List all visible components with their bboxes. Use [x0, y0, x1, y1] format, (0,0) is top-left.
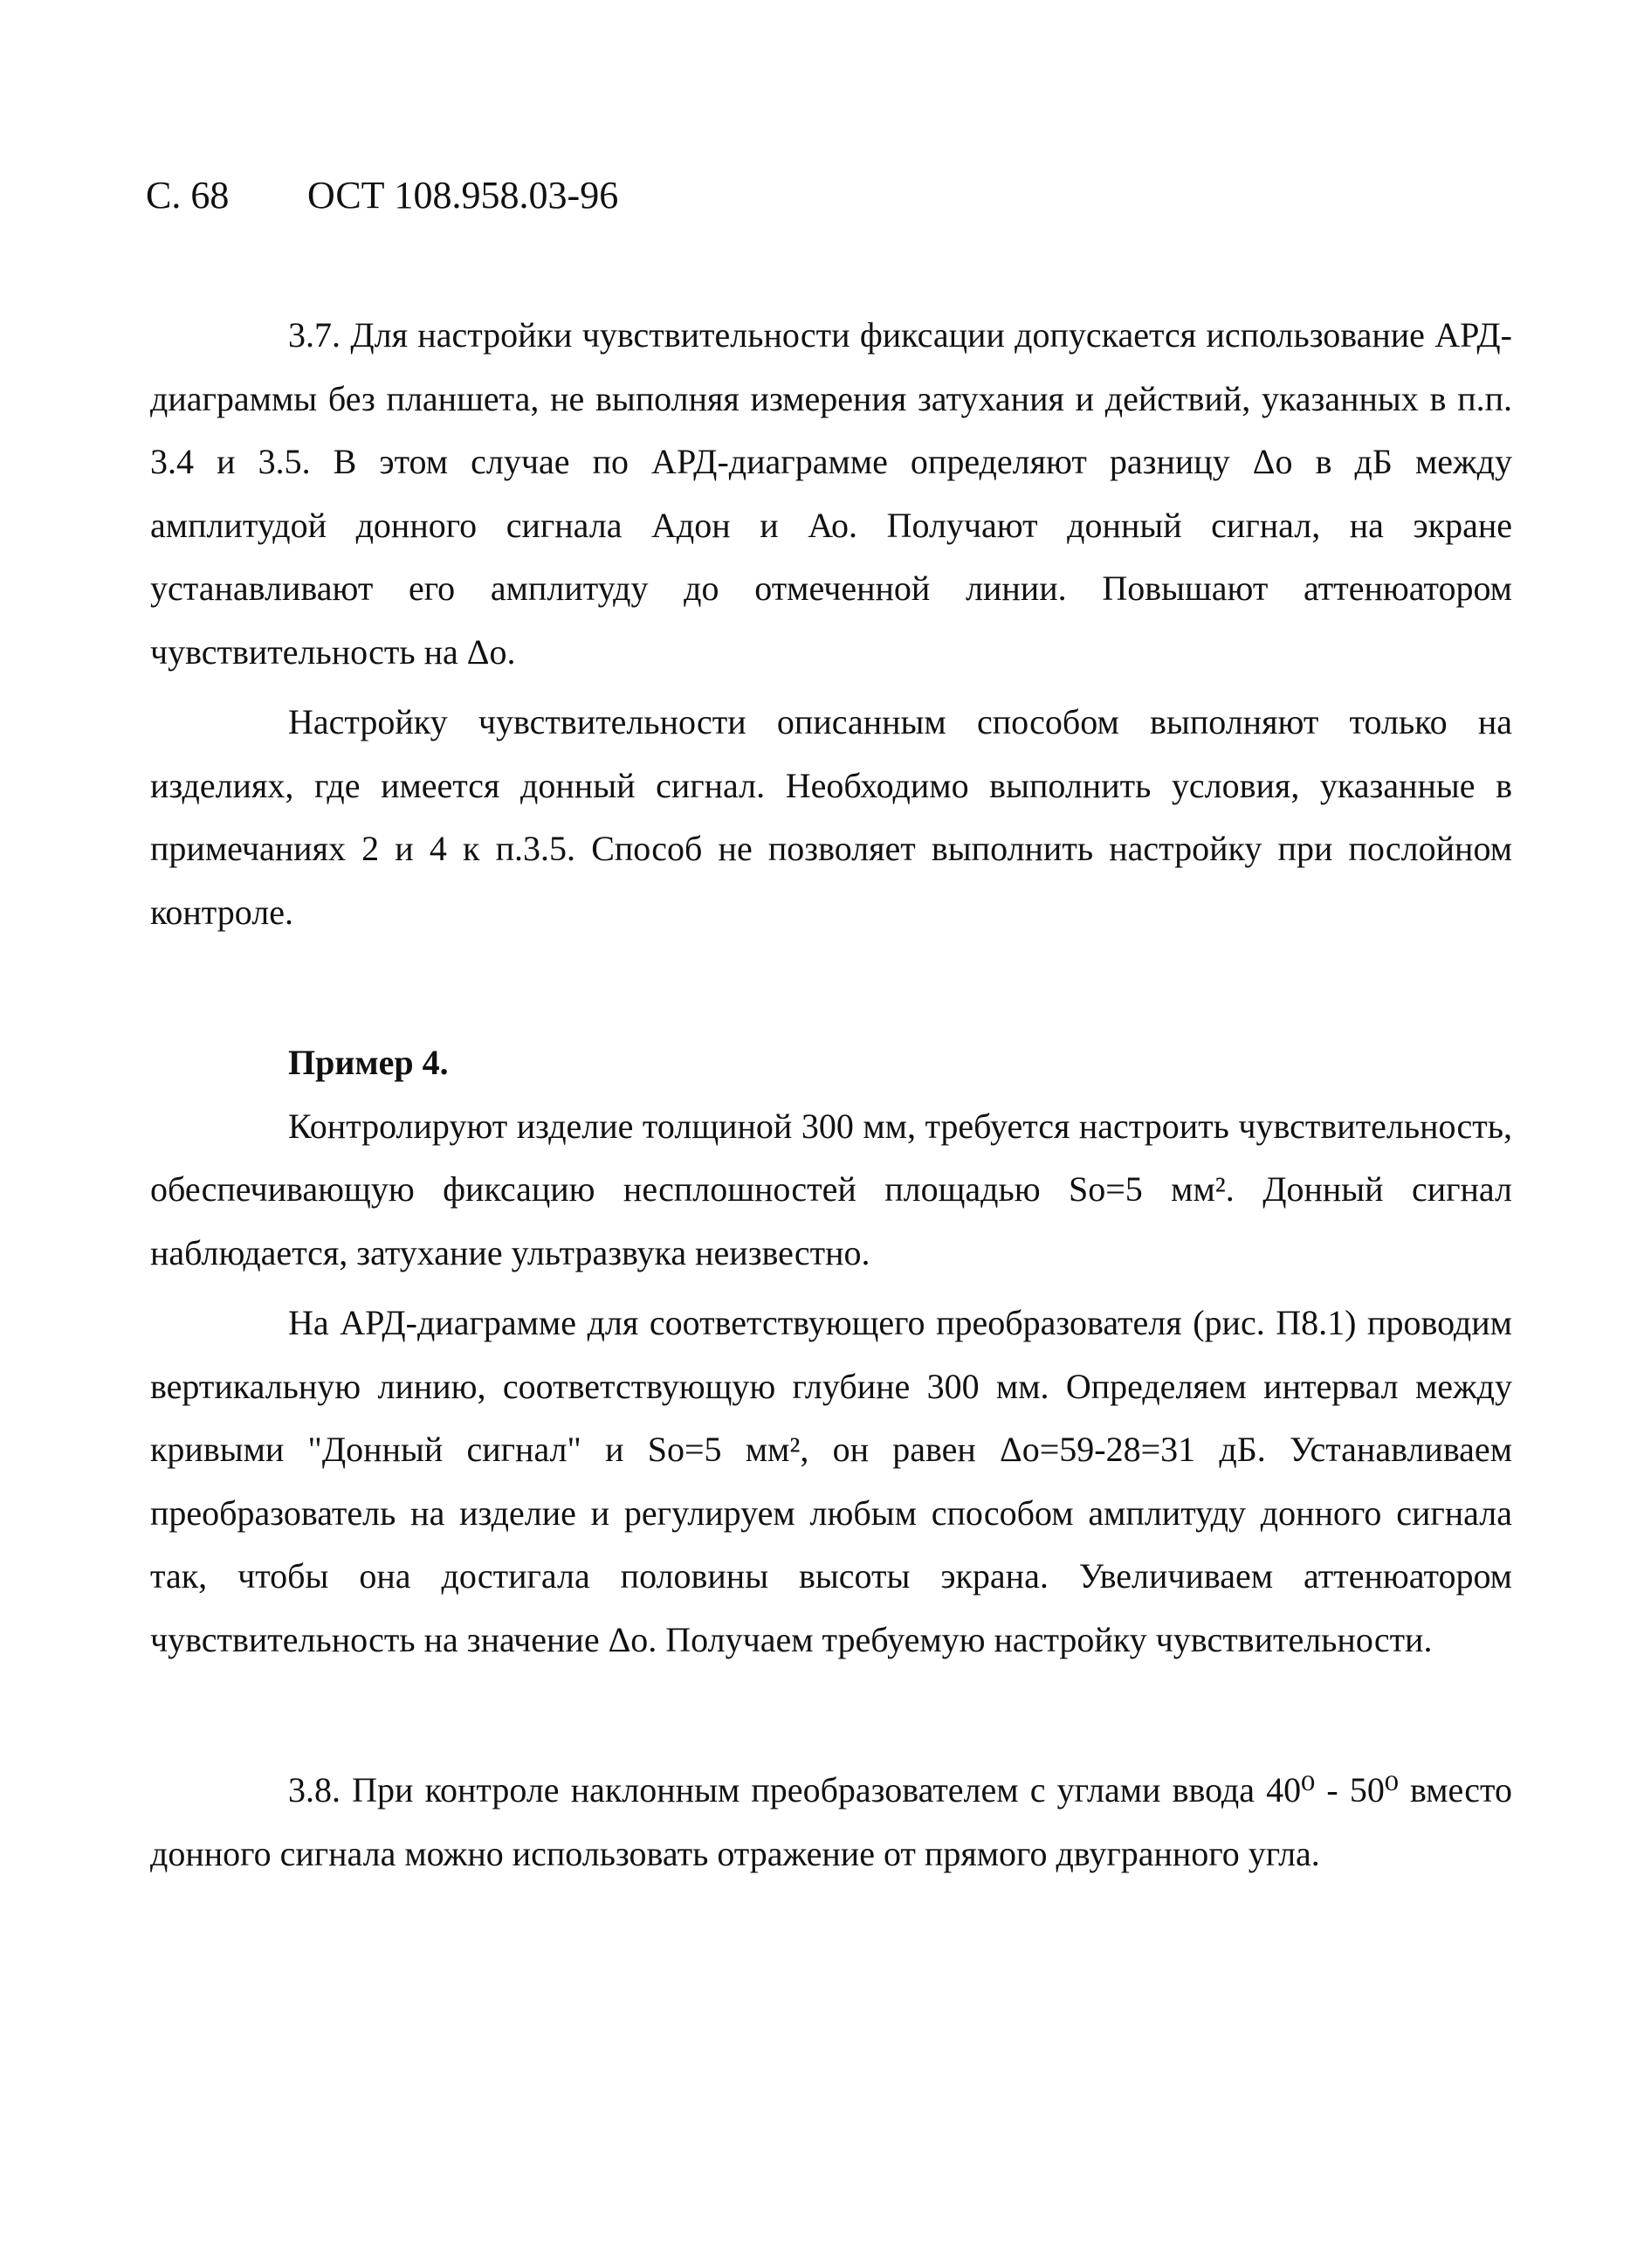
example-paragraph-1: Контролируют изделие толщиной 300 мм, требуется настроить чувствительность, обеспечивающую фиксацию несплошностей площадью So=5 мм². Донный сигнал наблюдается, затухание ультразвука неизвестно.: [150, 1106, 1512, 1272]
page-content: [150, 304, 1512, 1885]
paragraph-3-8: 3.8. При контроле наклонным преобразователем с углами ввода 40⁰ - 50⁰ вместо донного сигнала можно использовать отражение от прямого двугранного угла.: [150, 1770, 1512, 1873]
example-heading: Пример 4.: [288, 1043, 449, 1082]
page-number: С. 68: [146, 174, 230, 217]
paragraph-3-7-note: Настройку чувствительности описанным способом выполняют только на изделиях, где имеется донный сигнал. Необходимо выполнить условия, указанные в примечаниях 2 и 4 к п.3.5. Способ не позволяет выполнить настройку при послойном контроле.: [150, 702, 1512, 932]
document-code: ОСТ 108.958.03-96: [307, 174, 619, 217]
paragraph-3-7: 3.7. Для настройки чувствительности фиксации допускается использование АРД-диаграммы без планшета, не выполняя измерения затухания и действий, указанных в п.п. 3.4 и 3.5. В этом случае по АРД-диаграмме определяют разницу Δо в дБ между амплитудой донного сигнала Адон и Ао. Получают донный сигнал, на экране устанавливают его амплитуду до отмеченной линии. Повышают аттенюатором чувствительность на Δо.: [150, 315, 1512, 672]
example-paragraph-2: На АРД-диаграмме для соответствующего преобразователя (рис. П8.1) проводим вертикальную линию, соответствующую глубине 300 мм. Определяем интервал между кривыми "Донный сигнал" и So=5 мм², он равен Δо=59-28=31 дБ. Устанавливаем преобразователь на изделие и регулируем любым способом амплитуду донного сигнала так, чтобы она достигала половины высоты экрана. Увеличиваем аттенюатором чувствительность на значение Δо. Получаем требуемую настройку чувствительности.: [150, 1303, 1512, 1659]
page-header: [146, 171, 618, 220]
